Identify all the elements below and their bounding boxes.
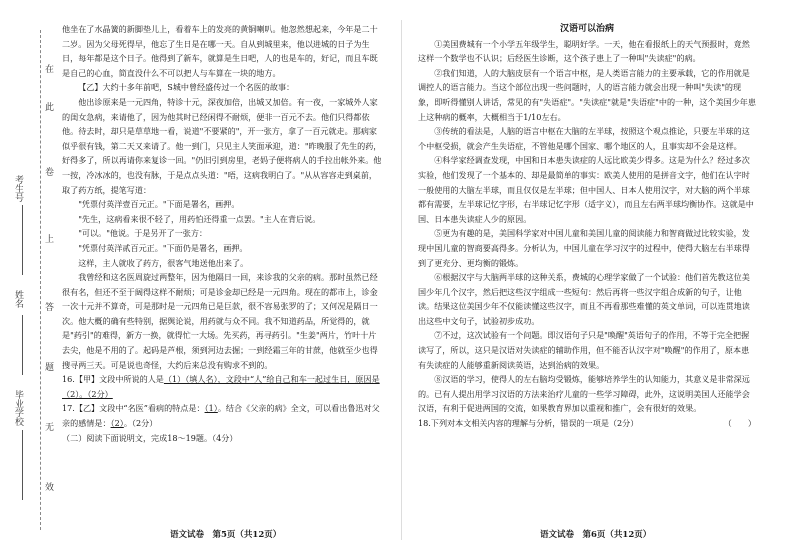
paragraph: ⑤更为有趣的是，美国科学家对中国儿童和美国儿童的阅读能力和智商做过比较实验，发现中国儿童的智商要高得多。分析认为，中国儿童在学习汉字的过程中，使得大脑左右半球得到了更充分、更均衡的锻炼。 [418,228,750,268]
binding-char: 题 [45,363,55,373]
page-divider [401,20,402,540]
candidate-number-line [22,205,23,275]
school-line [22,430,23,500]
binding-char: 上 [45,235,55,245]
question-17: 17.【乙】文段中“名医”看病的特点是：（1）。结合《父亲的病》全文，可以看出鲁迅对父亲的感情是：（2）。（2分） [62,403,380,429]
binding-line [40,30,41,530]
paragraph: ⑧汉语的学习，使得人的左右脑均受锻炼，能够培养学生的认知能力，其意义是非常深远的。已有人提出用学习汉语的方法来治疗儿童的一些学习障碍，此外，这说明美国人还能学会汉语，有利于促进两国的交流，如果教育界加以重视和推广，会有很好的效果。 [418,374,750,414]
paragraph: ③传统的看法是，人脑的语言中枢在大脑的左半球，按照这个观点推论，只要左半球的这个中枢受损，就会产生失语症，不管他是哪个国家、哪个地区的人，且事实却不会是这样。 [418,126,750,151]
binding-char: 此 [45,103,55,113]
right-footer: 语文试卷 第6页（共12页） [540,530,652,540]
answer-paren[interactable]: （ ） [723,418,756,429]
paragraph: ②我们知道，人的大脑皮层有一个语言中枢，是人类语言能力的主要承载，它的作用就是调控人的语言能力。当这个部位出现一些问题时，人的语言能力就会出现一种叫"失读"的现象，即听得懂别人讲话，常见的有"失语症"。"失读症"就是"失语症"中的一种，这个美国少年患上这种病的概率，大概相当于1/10左右。 [418,67,756,122]
paragraph: ①美国费城有一个小学五年级学生，聪明好学。一天，他在看报纸上的天气预报时，竟然这样一个数学也不认识；后经医生诊断，这个孩子患上了一种叫"失读症"的病。 [418,38,750,64]
label-name: 姓名 [13,290,23,308]
right-page [418,22,756,431]
paragraph: "凭票付英洋壹百元正。"下面是署名，画押。 [78,199,240,210]
left-footer: 语文试卷 第5页（共12页） [170,530,282,540]
label-school: 毕业学校 [13,390,23,426]
paragraph: 【乙】大约十多年前吧，S城中曾经盛传过一个名医的故事： [78,82,295,93]
question-18: 18.下列对本文相关内容的理解与分析，错误的一项是（2分） （ ） [418,416,756,431]
article-title: 汉语可以治病 [559,24,614,34]
paragraph: 他坐在了水晶簧的新脚垫儿上，看着车上的发亮的黄铜喇叭。他忽然想起来，今年是二十二岁。因为父母死得早，他忘了生日是在哪一天。自从到城里来，他以进城的日子为生日，每年都是这个日子。他得到了新车，就算是生日吧，人的也是车的，好记，而且车既是自己的心血，简直没什么不可以把人与车算在一块的地方。 [62,24,378,78]
paragraph: ⑦不过，这次试验有一个问题。即汉语句子只是"唤醒"英语句子的作用，不等于完全把握读写了，所以，这只是汉语对失读症的辅助作用，但不能否认汉字对"唤醒"的作用了，原本患有失读症的人能够重新阅读英语，达到治病的效果。 [418,330,750,370]
answer-blank[interactable]: （1） [204,403,218,414]
binding-char: 在 [45,65,55,75]
binding-char: 无 [45,423,55,433]
left-page [62,22,382,445]
question-16: 16.【甲】文段中所说的人是（1）（填人名），文段中“人”给自己和车一起过生日，原因是（2）。（2分） [62,374,380,399]
paragraph: "凭票付英洋贰百元正。"下面仍是署名，画押。 [78,242,248,253]
binding-char: 效 [45,483,55,493]
label-candidate-number: 考生号 [13,175,23,202]
paragraph: 我曾经和这名医周旋过两整年，因为他隔日一回，来诊我的父亲的病。那时虽然已经很有名，但还不至于阔得这样不耐烦；可是诊金却已经是一元四角。现在的都市上，诊金一次十元并不算奇，可是那时是一元四角已是巨款，很不容易张罗的了；又何况是隔日一次。他大概的确有些特别，据舆论说，用药就与众不同。我不知道药品，所觉得的，就是"药引"的难得，新方一换，就得忙一大场。先买药，再寻药引。"生姜"两片，竹叶十片去尖，他是不用的了。起码是芦根，须到河边去掘；一到经霜三年的甘蔗，他就至少也得搜寻两三天。可是说也奇怪，大约后来总没有购求不到的。 [62,272,378,370]
section-heading: （二）阅读下面说明文，完成18～19题。（4分） [62,432,238,443]
paragraph: 这样，主人就收了药方，很客气地送他出来了。 [78,257,249,268]
paragraph: "可以。"他说。于是另开了一张方： [78,228,208,239]
binding-char: 答 [45,303,55,313]
answer-blank[interactable]: （1）（填人名），文段中“人”给自己和车一起过生日，原因是 [163,374,380,385]
binding-char: 卷 [45,168,55,178]
answer-blank[interactable]: （2） [110,418,124,429]
paragraph: "先生，这病看来很不轻了，用药怕还得重一点罢。"主人在背后说。 [78,213,321,224]
paragraph: ⑥根据汉字与大脑两半球的这种关系，费城的心理学家做了一个试验：他们首先教这位美国少年几个汉字，然后把这些汉字组成一些短句：然后再将一些汉字组合成新的句子，让他读。结果这位美国少年不仅能读懂这些汉字，而且不再看那些难懂的英文单词，可以连贯地读出这些中文句子，试验初步成功。 [418,272,750,326]
name-line [22,315,23,375]
paragraph: ④科学家经调查发现，中国和日本患失读症的人远比欧美少得多。这是为什么？经过多次实验，他们发现了一个基本的、却是最简单的事实：欧美人使用的是拼音文字，他们在认字时一般使用的大脑左半球，而且仅仅是左半球；但中国人、日本人使用汉字，对大脑的两个半球都有需要，左半球记忆字形，右半球记忆字形（适字义），而且左右两半球均衡协作。这就是中国、日本患失读症人少的原因。 [418,155,754,224]
paragraph: 他出诊原来是一元四角，特诊十元，深夜加倍，出城又加倍。有一夜，一家城外人家的闺女急病，来请他了，因为他其时已经闲得不耐烦，便非一百元不去。他们只得都依他。待去时，却只是草草地一看，说道"不要紧的"，开一张方，拿了一百元就走。那病家似乎很有钱，第二天又来请了。他一到门，只见主人笑面承迎，道："昨晚服了先生的药，好得多了，所以再请你来复诊一回。"仍旧引到房里，老妈子便将病人的手拉出帐外来。他一按，冷冰冰的，也没有脉，于是点点头道："唔，这病我明白了。"从从容容走到桌前，取了药方纸，提笔写道： [62,96,382,195]
answer-blank[interactable]: （2）。（2分） [62,388,113,399]
